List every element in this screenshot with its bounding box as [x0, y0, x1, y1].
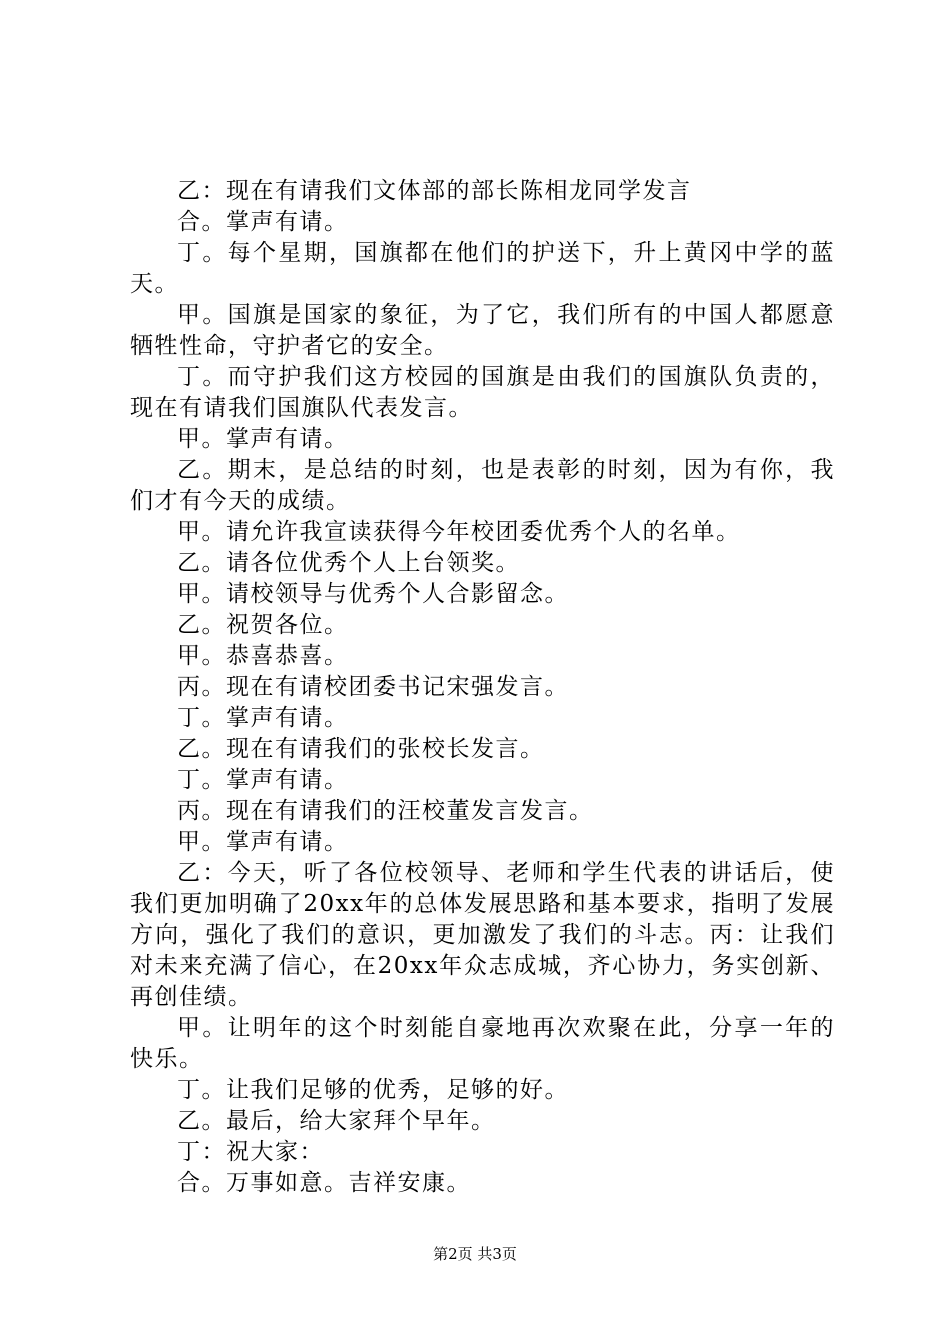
paragraph: 丁。掌声有请。 [177, 767, 349, 793]
paragraph: 丙。现在有请我们的汪校董发言发言。 [177, 798, 594, 824]
paragraph: 丁。每个星期，国旗都在他们的护送下，升上黄冈中学的蓝天。 [130, 240, 835, 297]
paragraph: 甲。掌声有请。 [177, 426, 349, 452]
paragraph: 乙。请各位优秀个人上台领奖。 [177, 550, 520, 576]
paragraph: 丁。让我们足够的优秀，足够的好。 [177, 1077, 569, 1103]
paragraph: 丙。现在有请校团委书记宋强发言。 [177, 674, 569, 700]
paragraph: 乙。祝贺各位。 [177, 612, 349, 638]
paragraph: 乙。期末，是总结的时刻，也是表彰的时刻，因为有你，我们才有今天的成绩。 [130, 457, 835, 514]
paragraph: 甲。请校领导与优秀个人合影留念。 [177, 581, 569, 607]
paragraph: 丁：祝大家： [177, 1139, 324, 1165]
paragraph: 甲。让明年的这个时刻能自豪地再次欢聚在此，分享一年的快乐。 [130, 1015, 835, 1072]
paragraph: 合。掌声有请。 [177, 209, 349, 235]
paragraph: 甲。掌声有请。 [177, 829, 349, 855]
document-body [130, 176, 835, 1199]
paragraph: 合。万事如意。吉祥安康。 [177, 1170, 471, 1196]
paragraph: 乙：今天，听了各位校领导、老师和学生代表的讲话后，使我们更加明确了20xx年的总体发展思路和基本要求，指明了发展方向，强化了我们的意识，更加激发了我们的斗志。丙：让我们对未来充满了信心，在20xx年众志成城，齐心协力，务实创新、再创佳绩。 [130, 860, 835, 1010]
paragraph: 乙。现在有请我们的张校长发言。 [177, 736, 545, 762]
page-number-footer: 第2页 共3页 [433, 1245, 517, 1263]
paragraph: 乙。最后，给大家拜个早年。 [177, 1108, 496, 1134]
paragraph: 乙：现在有请我们文体部的部长陈相龙同学发言 [177, 178, 692, 204]
paragraph: 甲。请允许我宣读获得今年校团委优秀个人的名单。 [177, 519, 741, 545]
paragraph: 丁。掌声有请。 [177, 705, 349, 731]
paragraph: 甲。国旗是国家的象征，为了它，我们所有的中国人都愿意牺牲性命，守护者它的安全。 [130, 302, 835, 359]
paragraph: 丁。而守护我们这方校园的国旗是由我们的国旗队负责的，现在有请我们国旗队代表发言。 [130, 364, 835, 421]
paragraph: 甲。恭喜恭喜。 [177, 643, 349, 669]
